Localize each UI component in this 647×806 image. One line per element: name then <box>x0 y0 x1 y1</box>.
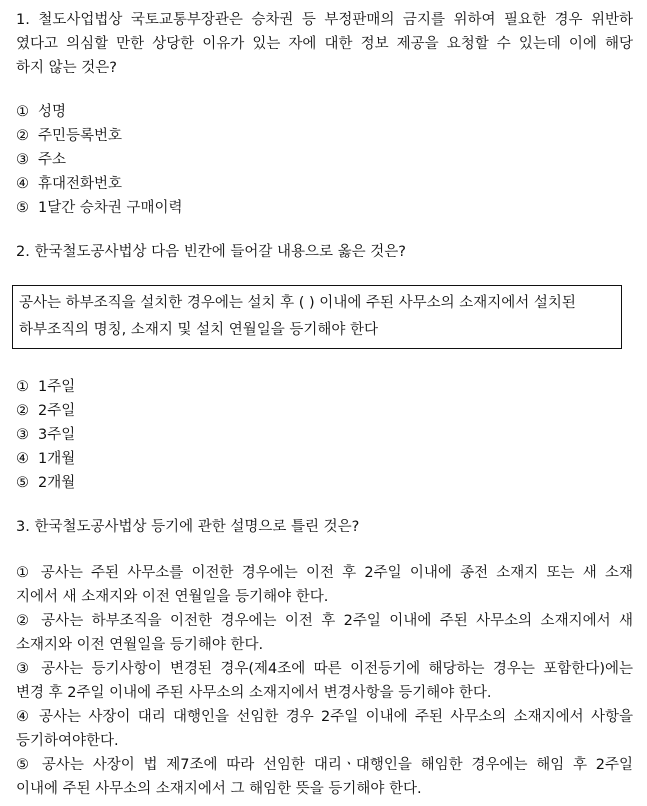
choice-line: ① 공사는 주된 사무소를 이전한 경우에는 이전 후 2주일 이내에 종전 소재지 또는 새 소재 <box>16 565 633 581</box>
choice-item[interactable]: ② 2주일 <box>16 403 76 419</box>
choice-item[interactable]: ④ 휴대전화번호 <box>16 176 123 192</box>
question-2-stem: 2. 한국철도공사법상 다음 빈칸에 들어갈 내용으로 옳은 것은? <box>16 244 406 260</box>
choice-item[interactable] <box>16 753 633 801</box>
choice-item[interactable]: ④ 1개월 <box>16 451 76 467</box>
question-1-stem-line: 였다고 의심할 만한 상당한 이유가 있는 자에 대한 정보 제공을 요청할 수 있는데 이에 해당 <box>16 36 633 52</box>
choice-item[interactable] <box>16 705 633 753</box>
choice-item[interactable] <box>16 561 633 609</box>
choice-item[interactable]: ① 성명 <box>16 104 67 120</box>
box-line: 하부조직의 명칭, 소재지 및 설치 연월일을 등기해야 한다 <box>19 322 379 338</box>
choice-item[interactable]: ③ 3주일 <box>16 427 76 443</box>
choice-line: ② 공사는 하부조직을 이전한 경우에는 이전 후 2주일 이내에 주된 사무소의 소재지에서 새 <box>16 613 633 629</box>
choice-line: ⑤ 공사는 사장이 법 제7조에 따라 선임한 대리ㆍ대행인을 해임한 경우에는 해임 후 2주일 <box>16 757 633 773</box>
choice-line: 지에서 새 소재지와 이전 연월일을 등기해야 한다. <box>16 589 329 605</box>
choice-item[interactable] <box>16 657 633 705</box>
choice-item[interactable]: ③ 주소 <box>16 152 67 168</box>
choice-line: 변경 후 2주일 이내에 주된 사무소의 소재지에서 변경사항을 등기해야 한다. <box>16 685 492 701</box>
choice-line: 이내에 주된 사무소의 소재지에서 그 해임한 뜻을 등기해야 한다. <box>16 781 422 797</box>
choice-item[interactable]: ⑤ 2개월 <box>16 475 76 491</box>
choice-line: 등기하여야한다. <box>16 733 119 749</box>
choice-line: ③ 공사는 등기사항이 변경된 경우(제4조에 따른 이전등기에 해당하는 경우는 포함한다)에는 <box>16 661 633 677</box>
question-1-stem-line: 하지 않는 것은? <box>16 60 117 76</box>
question-2-choices <box>16 375 633 495</box>
choice-item[interactable]: ① 1주일 <box>16 379 76 395</box>
question-1-stem-line: 1. 철도사업법상 국토교통부장관은 승차권 등 부정판매의 금지를 위하여 필요한 경우 위반하 <box>16 12 633 28</box>
question-3-stem: 3. 한국철도공사법상 등기에 관한 설명으로 틀린 것은? <box>16 519 360 535</box>
choice-item[interactable]: ② 주민등록번호 <box>16 128 123 144</box>
choice-item[interactable]: ⑤ 1달간 승차권 구매이력 <box>16 200 183 216</box>
choice-line: ④ 공사는 사장이 대리 대행인을 선임한 경우 2주일 이내에 주된 사무소의 소재지에서 사항을 <box>16 709 633 725</box>
choice-item[interactable] <box>16 609 633 657</box>
box-line: 공사는 하부조직을 설치한 경우에는 설치 후 ( ) 이내에 주된 사무소의 소재지에서 설치된 <box>19 295 576 311</box>
choice-line: 소재지와 이전 연월일을 등기해야 한다. <box>16 637 264 653</box>
question-1-choices <box>16 100 633 220</box>
question-2-box <box>12 285 622 349</box>
question-1-stem <box>16 8 633 80</box>
question-3-choices <box>16 561 633 801</box>
